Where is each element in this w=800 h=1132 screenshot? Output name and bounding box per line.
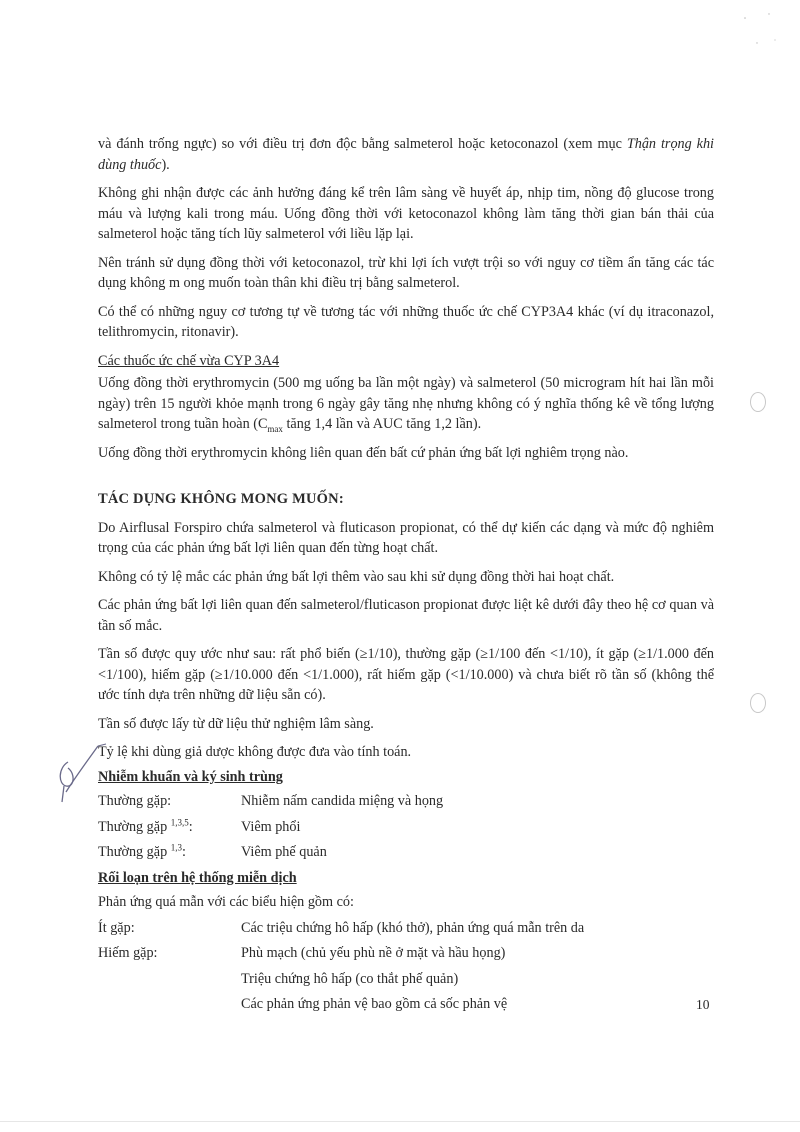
section-heading-adverse: TÁC DỤNG KHÔNG MONG MUỐN: bbox=[98, 491, 344, 507]
handwritten-mark bbox=[54, 740, 114, 810]
paragraph-adverse-1: Do Airflusal Forspiro chứa salmeterol và fluticason propionat, có thể dự kiến các dạng và mức độ nghiêm trọng của các phản ứng bất lợi liên quan đến từng hoạt chất. bbox=[98, 519, 714, 556]
immune-list bbox=[98, 918, 714, 1015]
list-item: Các phản ứng phản vệ bao gồm cả sốc phản vệ bbox=[241, 996, 508, 1012]
list-item: Thường gặp: Nhiễm nấm candida miệng và họng bbox=[98, 793, 444, 809]
paragraph-adverse-6: Tỷ lệ khi dùng giả dược không được đưa vào tính toán. bbox=[98, 744, 412, 760]
list-item: Triệu chứng hô hấp (co thắt phế quản) bbox=[241, 970, 459, 987]
paragraph-adverse-5: Tần số được lấy từ dữ liệu thử nghiệm lâm sàng. bbox=[98, 715, 374, 732]
paragraph-adverse-3: Các phản ứng bất lợi liên quan đến salmeterol/fluticason propionat được liệt kê dưới đây theo hệ cơ quan và tần số mắc. bbox=[98, 597, 714, 634]
page-content bbox=[98, 134, 714, 1020]
scan-speckle bbox=[735, 10, 785, 50]
paragraph-intro-5: Uống đồng thời erythromycin (500 mg uống ba lần một ngày) và salmeterol (50 microgram hít hai lần mỗi ngày) trên 15 người khỏe mạnh trong 6 ngày gây tăng nhẹ nhưng không có ý nghĩa thống kê về tổng lượng salmeterol trong tuần hoàn ($C_{max}$ tăng 1,4 lần và AUC tăng 1,2 lần). bbox=[98, 375, 714, 434]
paragraph-intro-4: Có thể có những nguy cơ tương tự về tương tác với những thuốc ức chế CYP3A4 khác (ví dụ itraconazol, telithromycin, ritonavir). bbox=[98, 303, 714, 340]
paragraph-intro-2: Không ghi nhận được các ảnh hưởng đáng kể trên lâm sàng về huyết áp, nhịp tim, nồng độ glucose trong máu và lượng kali trong máu. Uống đồng thời với ketoconazol không làm tăng thời gian bán thải của salmeterol hoặc tăng tích lũy salmeterol với liều lặp lại. bbox=[98, 185, 714, 242]
paragraph-intro-1: và đánh trống ngực) so với điều trị đơn độc bằng salmeterol hoặc ketoconazol (xem mục Thận trọng khi dùng thuốc). bbox=[98, 136, 714, 173]
paragraph-adverse-2: Không có tỷ lệ mắc các phản ứng bất lợi thêm vào sau khi sử dụng đồng thời hai hoạt chất. bbox=[98, 568, 615, 585]
paragraph-intro-3: Nên tránh sử dụng đồng thời với ketoconazol, trừ khi lợi ích vượt trội so với nguy cơ tiềm ẩn tăng các tác dụng không m ong muốn toàn thân khi điều trị bằng salmeterol. bbox=[98, 254, 714, 291]
list-item: Thường gặp $^{1,3,5}$: Viêm phổi bbox=[98, 816, 301, 835]
cross-reference: Thận trọng khi dùng thuốc bbox=[98, 136, 714, 173]
infections-list bbox=[98, 791, 714, 863]
punch-hole-mark bbox=[750, 392, 766, 412]
subheading-cyp3a4: Các thuốc ức chế vừa CYP 3A4 bbox=[98, 352, 280, 369]
paragraph-intro-6: Uống đồng thời erythromycin không liên quan đến bất cứ phản ứng bất lợi nghiêm trọng nào. bbox=[98, 444, 629, 461]
paragraph-adverse-4: Tần số được quy ước như sau: rất phổ biến (≥1/10), thường gặp (≥1/100 đến <1/10), ít gặp (≥1/1.000 đến <1/100), hiếm gặp (≥1/10.000 đến <1/1.000), rất hiếm gặp (<1/10.000) và chưa biết rõ tần số (không thể ước tính dựa trên những dữ liệu sẵn có). bbox=[98, 646, 714, 703]
heading-immune: Rối loạn trên hệ thống miễn dịch bbox=[98, 869, 297, 886]
page-number: 10 bbox=[696, 997, 710, 1012]
scan-edge-line bbox=[0, 1121, 800, 1122]
immune-intro: Phản ứng quá mẫn với các biểu hiện gồm có: bbox=[98, 894, 354, 910]
punch-hole-mark bbox=[750, 693, 766, 713]
list-item: Ít gặp: Các triệu chứng hô hấp (khó thở), phản ứng quá mẫn trên da bbox=[98, 919, 585, 936]
list-item: Hiếm gặp: Phù mạch (chủ yếu phù nề ở mặt và hầu họng) bbox=[98, 945, 506, 961]
heading-infections: Nhiễm khuẩn và ký sinh trùng bbox=[98, 768, 283, 785]
list-item: Thường gặp $^{1,3}$: Viêm phế quản bbox=[98, 842, 327, 860]
